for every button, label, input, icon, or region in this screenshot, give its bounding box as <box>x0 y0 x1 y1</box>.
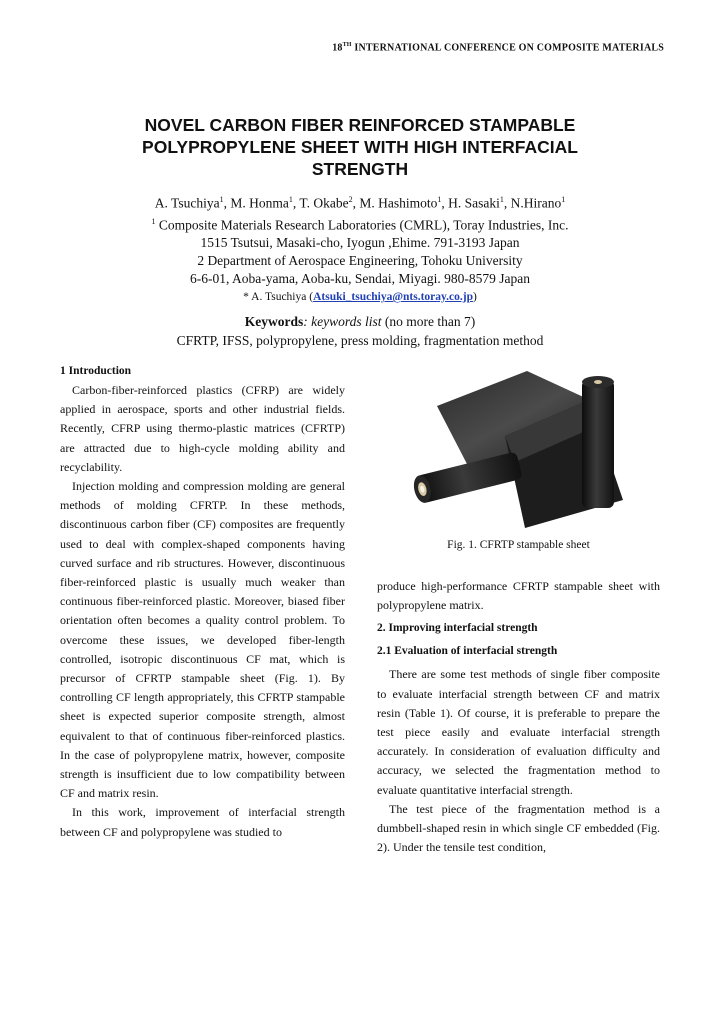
intro-paragraph: In this work, improvement of interfacial strength between CF and polypropylene was studied to <box>60 805 345 839</box>
author-affiliation-mark: 1 <box>288 195 293 204</box>
continuation-paragraph: produce high-performance CFRTP stampable sheet with polypropylene matrix. <box>377 579 660 613</box>
body-paragraph: There are some test methods of single fiber composite to evaluate interfacial strength between CF and matrix resin (Table 1). Of course, it is preferable to prepare the test piece easily and evaluate interfacial strength accurately. In consideration of evaluation difficulty and accuracy, we selected the fragmentation method to evaluate quantitative interfacial strength. <box>377 667 660 797</box>
keywords-placeholder: : keywords list <box>303 314 382 329</box>
section-1-heading: 1 Introduction <box>60 365 132 377</box>
author-block <box>60 191 660 306</box>
author-name: H. Sasaki <box>448 195 500 211</box>
conference-name: INTERNATIONAL CONFERENCE ON COMPOSITE MATERIALS <box>351 42 664 54</box>
keywords-note: (no more than 7) <box>381 314 476 329</box>
affiliation-mark: 1 <box>151 216 156 226</box>
figure-1-caption: Fig. 1. CFRTP stampable sheet <box>447 539 590 551</box>
conference-ordinal: 18 <box>332 42 343 54</box>
keywords-block <box>60 312 660 350</box>
author-name: N.Hirano <box>510 195 562 211</box>
intro-paragraph: Injection molding and compression molding are general methods of molding CFRTP. In these methods, discontinuous carbon fiber (CF) composites are frequently used to deal with complex-shaped components having curved surface and rib structures. However, discontinuous fiber-reinforced plastic is usually much weaker than continuous fiber-reinforced plastic. Moreover, biased fiber orientation often becomes a quality control problem. To overcome these issues, we developed fiber-length controlled, isotropic discontinuous CF mat, which is precursor of CFRTP stampable sheet (Fig. 1). By controlling CF length appropriately, this CFRTP stampable sheet is expected superior composite strength, almost equivalent to that of continuous fiber-reinforced plastics. In the case of polypropylene matrix, however, composite strength is insufficient due to low compatibility between CF and matrix resin. <box>60 479 345 801</box>
left-column <box>60 362 345 842</box>
author-affiliation-mark: 1 <box>499 195 504 204</box>
affiliation-1-address: 1515 Tsutsui, Masaki-cho, Iyogun ,Ehime. 791-3193 Japan <box>200 235 520 250</box>
intro-paragraph: Carbon-fiber-reinforced plastics (CFRP) are widely applied in aerospace, sports and other industrial fields. Recently, CFRP using thermo-plastic matrices (CFRTP) are attracted due to high-cycle molding ability and recyclability. <box>60 383 345 474</box>
affiliation-2-address: 6-6-01, Aoba-yama, Aoba-ku, Sendai, Miyagi. 980-8579 Japan <box>189 271 531 286</box>
author-name: M. Hashimoto <box>359 195 438 211</box>
title-line: POLYPROPYLENE SHEET WITH HIGH INTERFACIAL <box>142 137 578 157</box>
author-name: T. Okabe <box>299 195 349 211</box>
keywords-list: CFRTP, IFSS, polypropylene, press molding, fragmentation method <box>176 333 544 348</box>
right-column <box>377 577 660 857</box>
section-2-heading: 2. Improving interfacial strength <box>377 622 538 635</box>
keywords-label: Keywords <box>244 314 304 329</box>
author-affiliation-mark: 1 <box>561 195 566 204</box>
title-line: NOVEL CARBON FIBER REINFORCED STAMPABLE <box>144 115 576 135</box>
author-name: M. Honma <box>230 195 289 211</box>
cfrtp-sheet-photo <box>407 366 653 532</box>
section-2-1-heading: 2.1 Evaluation of interfacial strength <box>377 645 558 658</box>
body-paragraph: The test piece of the fragmentation method is a dumbbell-shaped resin in which single CF embedded (Fig. 2). Under the tensile test condition, <box>377 801 660 855</box>
paper-title <box>60 114 660 180</box>
affiliation-1 <box>60 213 660 235</box>
keywords-heading <box>60 312 660 331</box>
corresponding-prefix: * A. Tsuchiya ( <box>243 291 314 303</box>
affiliation-1-name: Composite Materials Research Laboratories (CMRL), Toray Industries, Inc. <box>155 217 569 232</box>
corresponding-author <box>60 288 660 306</box>
roll-core-shape <box>594 380 602 384</box>
corresponding-suffix: ) <box>472 291 477 303</box>
corresponding-email-link[interactable]: Atsuki_tsuchiya@nts.toray.co.jp <box>313 291 473 303</box>
affiliation-2: 2 Department of Aerospace Engineering, Tohoku University <box>197 253 523 268</box>
author-affiliation-mark: 1 <box>219 195 224 204</box>
author-affiliation-mark: 1 <box>437 195 442 204</box>
title-line: STRENGTH <box>311 159 409 179</box>
running-header <box>0 42 664 53</box>
author-affiliation-mark: 2 <box>348 195 353 204</box>
author-name: A. Tsuchiya <box>154 195 220 211</box>
ordinal-suffix: TH <box>342 42 352 48</box>
figure-1-image <box>407 366 653 532</box>
author-list: A. Tsuchiya$^1$, M. Honma$^1$, T. Okabe$^2$, M. Hashimoto$^1$, H. Sasaki$^1$, N.Hirano$^1$ <box>154 195 566 211</box>
standing-roll-shape <box>582 380 614 508</box>
